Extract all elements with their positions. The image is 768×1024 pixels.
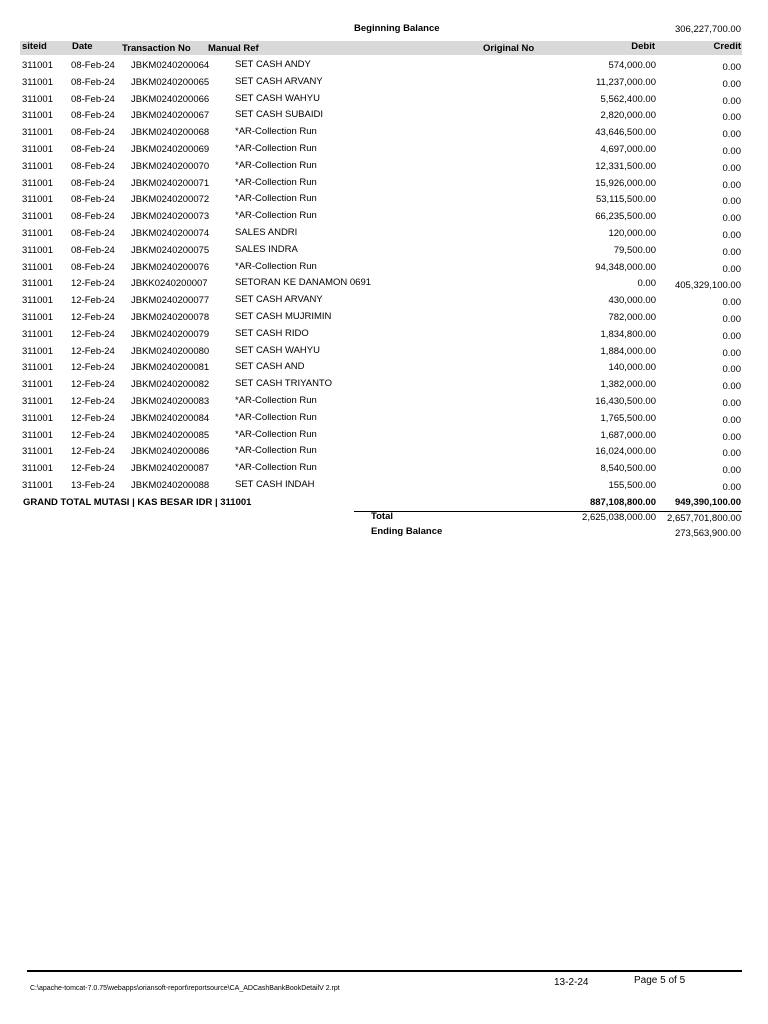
cell-manual-ref: SET CASH WAHYU [235, 93, 320, 104]
cell-transaction-no: JBKM0240200080 [131, 346, 210, 357]
cell-siteid: 311001 [22, 480, 53, 491]
cell-debit: 574,000.00 [608, 60, 656, 71]
cell-siteid: 311001 [22, 94, 53, 105]
cell-transaction-no: JBKM0240200070 [131, 161, 210, 172]
cell-credit: 405,329,100.00 [674, 280, 741, 291]
cell-manual-ref: *AR-Collection Run [235, 126, 317, 137]
total-debit: 2,625,038,000.00 [582, 512, 656, 523]
cell-credit: 0.00 [722, 415, 741, 426]
cell-date: 12-Feb-24 [71, 413, 115, 424]
cell-date: 08-Feb-24 [71, 245, 115, 256]
cell-date: 13-Feb-24 [71, 480, 115, 491]
cell-siteid: 311001 [22, 245, 53, 256]
cell-manual-ref: *AR-Collection Run [235, 395, 317, 406]
cell-manual-ref: *AR-Collection Run [235, 160, 317, 171]
cell-manual-ref: SALES INDRA [235, 244, 298, 255]
beginning-balance-label: Beginning Balance [354, 23, 440, 34]
cell-siteid: 311001 [22, 228, 53, 239]
cell-transaction-no: JBKM0240200071 [131, 178, 210, 189]
cell-manual-ref: SET CASH MUJRIMIN [235, 311, 332, 322]
cell-siteid: 311001 [22, 77, 53, 88]
cell-siteid: 311001 [22, 194, 53, 205]
table-row [0, 360, 768, 377]
cell-date: 12-Feb-24 [71, 329, 115, 340]
cell-manual-ref: *AR-Collection Run [235, 412, 317, 423]
table-row [0, 58, 768, 75]
table-row [0, 478, 768, 495]
cell-transaction-no: JBKM0240200088 [131, 480, 210, 491]
cell-debit: 12,331,500.00 [595, 161, 656, 172]
cell-manual-ref: *AR-Collection Run [235, 445, 317, 456]
table-row [0, 75, 768, 92]
cell-date: 08-Feb-24 [71, 144, 115, 155]
cell-credit: 0.00 [722, 297, 741, 308]
table-row [0, 327, 768, 344]
cell-transaction-no: JBKM0240200084 [131, 413, 210, 424]
cell-manual-ref: *AR-Collection Run [235, 261, 317, 272]
grand-total-label: GRAND TOTAL MUTASI | KAS BESAR IDR | 311001 [23, 497, 252, 508]
cell-credit: 0.00 [722, 112, 741, 123]
cell-date: 08-Feb-24 [71, 94, 115, 105]
table-row [0, 310, 768, 327]
cell-credit: 0.00 [722, 79, 741, 90]
cell-transaction-no: JBKM0240200085 [131, 430, 210, 441]
cell-credit: 0.00 [722, 230, 741, 241]
cell-credit: 0.00 [722, 314, 741, 325]
grand-total-credit: 949,390,100.00 [674, 497, 741, 508]
table-row [0, 260, 768, 277]
cell-siteid: 311001 [22, 463, 53, 474]
cell-debit: 66,235,500.00 [595, 211, 656, 222]
cell-manual-ref: SET CASH ANDY [235, 59, 311, 70]
cell-credit: 0.00 [722, 482, 741, 493]
cell-siteid: 311001 [22, 161, 53, 172]
cell-manual-ref: *AR-Collection Run [235, 462, 317, 473]
cell-manual-ref: SET CASH TRIYANTO [235, 378, 332, 389]
table-row [0, 159, 768, 176]
cell-manual-ref: *AR-Collection Run [235, 143, 317, 154]
beginning-balance-value: 306,227,700.00 [674, 24, 741, 35]
col-date: Date [72, 41, 93, 52]
cell-transaction-no: JBKM0240200082 [131, 379, 210, 390]
cell-credit: 0.00 [722, 247, 741, 258]
table-row [0, 461, 768, 478]
table-row [0, 444, 768, 461]
cell-date: 08-Feb-24 [71, 77, 115, 88]
cell-siteid: 311001 [22, 362, 53, 373]
cell-transaction-no: JBKM0240200066 [131, 94, 210, 105]
cell-debit: 11,237,000.00 [595, 77, 656, 88]
cell-manual-ref: SET CASH AND [235, 361, 305, 372]
col-debit: Debit [631, 41, 655, 52]
cell-credit: 0.00 [722, 146, 741, 157]
grand-total-debit: 887,108,800.00 [589, 497, 656, 508]
cell-transaction-no: JBKM0240200079 [131, 329, 210, 340]
cell-transaction-no: JBKM0240200072 [131, 194, 210, 205]
col-siteid: siteid [22, 41, 47, 52]
cell-siteid: 311001 [22, 312, 53, 323]
cell-manual-ref: SET CASH RIDO [235, 328, 309, 339]
cell-credit: 0.00 [722, 465, 741, 476]
cell-transaction-no: JBKM0240200087 [131, 463, 210, 474]
table-row [0, 142, 768, 159]
cell-debit: 430,000.00 [608, 295, 656, 306]
cell-credit: 0.00 [722, 264, 741, 275]
table-row [0, 377, 768, 394]
table-row [0, 125, 768, 142]
cell-credit: 0.00 [722, 448, 741, 459]
cell-siteid: 311001 [22, 446, 53, 457]
cell-siteid: 311001 [22, 430, 53, 441]
cell-debit: 1,884,000.00 [600, 346, 656, 357]
cell-siteid: 311001 [22, 178, 53, 189]
total-label: Total [371, 511, 393, 522]
cell-date: 12-Feb-24 [71, 446, 115, 457]
table-row [0, 293, 768, 310]
cell-transaction-no: JBKM0240200067 [131, 110, 210, 121]
cell-date: 08-Feb-24 [71, 161, 115, 172]
cell-debit: 1,382,000.00 [600, 379, 656, 390]
cell-manual-ref: *AR-Collection Run [235, 177, 317, 188]
cell-siteid: 311001 [22, 295, 53, 306]
table-row [0, 92, 768, 109]
cell-debit: 53,115,500.00 [595, 194, 656, 205]
table-row [0, 344, 768, 361]
cell-debit: 4,697,000.00 [600, 144, 656, 155]
cell-debit: 94,348,000.00 [595, 262, 656, 273]
cell-date: 08-Feb-24 [71, 110, 115, 121]
cell-credit: 0.00 [722, 163, 741, 174]
cell-siteid: 311001 [22, 144, 53, 155]
cell-date: 12-Feb-24 [71, 346, 115, 357]
cell-transaction-no: JBKM0240200064 [131, 60, 210, 71]
table-row [0, 226, 768, 243]
cell-manual-ref: SETORAN KE DANAMON 0691 [235, 277, 372, 288]
cell-debit: 120,000.00 [608, 228, 656, 239]
cell-debit: 1,765,500.00 [600, 413, 656, 424]
cell-debit: 140,000.00 [608, 362, 656, 373]
cell-date: 08-Feb-24 [71, 228, 115, 239]
table-row [0, 428, 768, 445]
footer-report-path: C:\apache-tomcat-7.0.75\webapps\oriansoft-report\reportsource\CA_ADCashBankBookDetailV 2.rpt [30, 985, 340, 992]
cell-transaction-no: JBKM0240200065 [131, 77, 210, 88]
cell-manual-ref: SET CASH ARVANY [235, 76, 323, 87]
footer-rule [27, 970, 742, 972]
cell-debit: 79,500.00 [613, 245, 656, 256]
table-row [0, 209, 768, 226]
cell-debit: 16,024,000.00 [595, 446, 656, 457]
cell-credit: 0.00 [722, 96, 741, 107]
cell-debit: 2,820,000.00 [600, 110, 656, 121]
table-row [0, 276, 768, 293]
cell-siteid: 311001 [22, 110, 53, 121]
cell-transaction-no: JBKM0240200083 [131, 396, 210, 407]
cell-debit: 8,540,500.00 [600, 463, 656, 474]
footer-page-number: Page 5 of 5 [634, 975, 686, 986]
cell-credit: 0.00 [722, 180, 741, 191]
cell-date: 08-Feb-24 [71, 262, 115, 273]
cell-credit: 0.00 [722, 398, 741, 409]
table-row [0, 192, 768, 209]
cell-manual-ref: SALES ANDRI [235, 227, 298, 238]
cell-manual-ref: SET CASH ARVANY [235, 294, 323, 305]
cell-debit: 1,834,800.00 [600, 329, 656, 340]
cell-transaction-no: JBKM0240200076 [131, 262, 210, 273]
cell-credit: 0.00 [722, 213, 741, 224]
col-credit: Credit [713, 41, 741, 52]
cell-credit: 0.00 [722, 129, 741, 140]
cell-debit: 155,500.00 [608, 480, 656, 491]
cell-debit: 782,000.00 [608, 312, 656, 323]
cell-siteid: 311001 [22, 262, 53, 273]
cell-transaction-no: JBKM0240200074 [131, 228, 210, 239]
cell-manual-ref: SET CASH WAHYU [235, 345, 320, 356]
footer-print-date: 13-2-24 [554, 977, 589, 988]
cell-credit: 0.00 [722, 348, 741, 359]
cell-manual-ref: *AR-Collection Run [235, 210, 317, 221]
cell-date: 08-Feb-24 [71, 127, 115, 138]
cell-transaction-no: JBKM0240200086 [131, 446, 210, 457]
cell-credit: 0.00 [722, 381, 741, 392]
cell-debit: 0.00 [637, 278, 656, 289]
cell-siteid: 311001 [22, 60, 53, 71]
ending-balance-label: Ending Balance [371, 526, 443, 537]
cell-transaction-no: JBKM0240200073 [131, 211, 210, 222]
ending-balance-value: 273,563,900.00 [674, 528, 741, 539]
cell-transaction-no: JBKM0240200077 [131, 295, 210, 306]
cell-credit: 0.00 [722, 364, 741, 375]
total-separator-line [354, 511, 742, 512]
cell-date: 12-Feb-24 [71, 312, 115, 323]
cell-siteid: 311001 [22, 127, 53, 138]
table-row [0, 411, 768, 428]
cell-manual-ref: SET CASH INDAH [235, 479, 315, 490]
cell-date: 12-Feb-24 [71, 379, 115, 390]
cell-transaction-no: JBKM0240200075 [131, 245, 210, 256]
cell-siteid: 311001 [22, 396, 53, 407]
cell-transaction-no: JBKM0240200078 [131, 312, 210, 323]
cell-transaction-no: JBKM0240200081 [131, 362, 210, 373]
col-manual-ref: Manual Ref [208, 43, 259, 54]
cell-siteid: 311001 [22, 211, 53, 222]
cell-date: 08-Feb-24 [71, 60, 115, 71]
table-row [0, 108, 768, 125]
cell-siteid: 311001 [22, 379, 53, 390]
cell-debit: 5,562,400.00 [600, 94, 656, 105]
total-credit: 2,657,701,800.00 [667, 513, 741, 524]
cell-credit: 0.00 [722, 196, 741, 207]
table-row [0, 176, 768, 193]
cell-siteid: 311001 [22, 413, 53, 424]
cell-date: 12-Feb-24 [71, 295, 115, 306]
col-transaction-no: Transaction No [122, 43, 191, 54]
cell-transaction-no: JBKK0240200007 [131, 278, 208, 289]
cell-transaction-no: JBKM0240200068 [131, 127, 210, 138]
column-header-bar [20, 41, 742, 55]
cell-date: 08-Feb-24 [71, 194, 115, 205]
cell-date: 08-Feb-24 [71, 178, 115, 189]
cell-date: 08-Feb-24 [71, 211, 115, 222]
cell-debit: 15,926,000.00 [595, 178, 656, 189]
cell-debit: 43,646,500.00 [595, 127, 656, 138]
cell-manual-ref: *AR-Collection Run [235, 429, 317, 440]
cell-date: 12-Feb-24 [71, 278, 115, 289]
cell-manual-ref: *AR-Collection Run [235, 193, 317, 204]
cell-credit: 0.00 [722, 331, 741, 342]
col-original-no: Original No [483, 43, 535, 54]
cell-date: 12-Feb-24 [71, 362, 115, 373]
cell-siteid: 311001 [22, 278, 53, 289]
cell-date: 12-Feb-24 [71, 463, 115, 474]
cell-date: 12-Feb-24 [71, 396, 115, 407]
cell-manual-ref: SET CASH SUBAIDI [235, 109, 323, 120]
cell-transaction-no: JBKM0240200069 [131, 144, 210, 155]
cell-credit: 0.00 [722, 432, 741, 443]
table-row [0, 394, 768, 411]
cell-siteid: 311001 [22, 346, 53, 357]
cell-debit: 1,687,000.00 [600, 430, 656, 441]
cell-siteid: 311001 [22, 329, 53, 340]
cell-date: 12-Feb-24 [71, 430, 115, 441]
table-row [0, 243, 768, 260]
cell-debit: 16,430,500.00 [595, 396, 656, 407]
cell-credit: 0.00 [722, 62, 741, 73]
